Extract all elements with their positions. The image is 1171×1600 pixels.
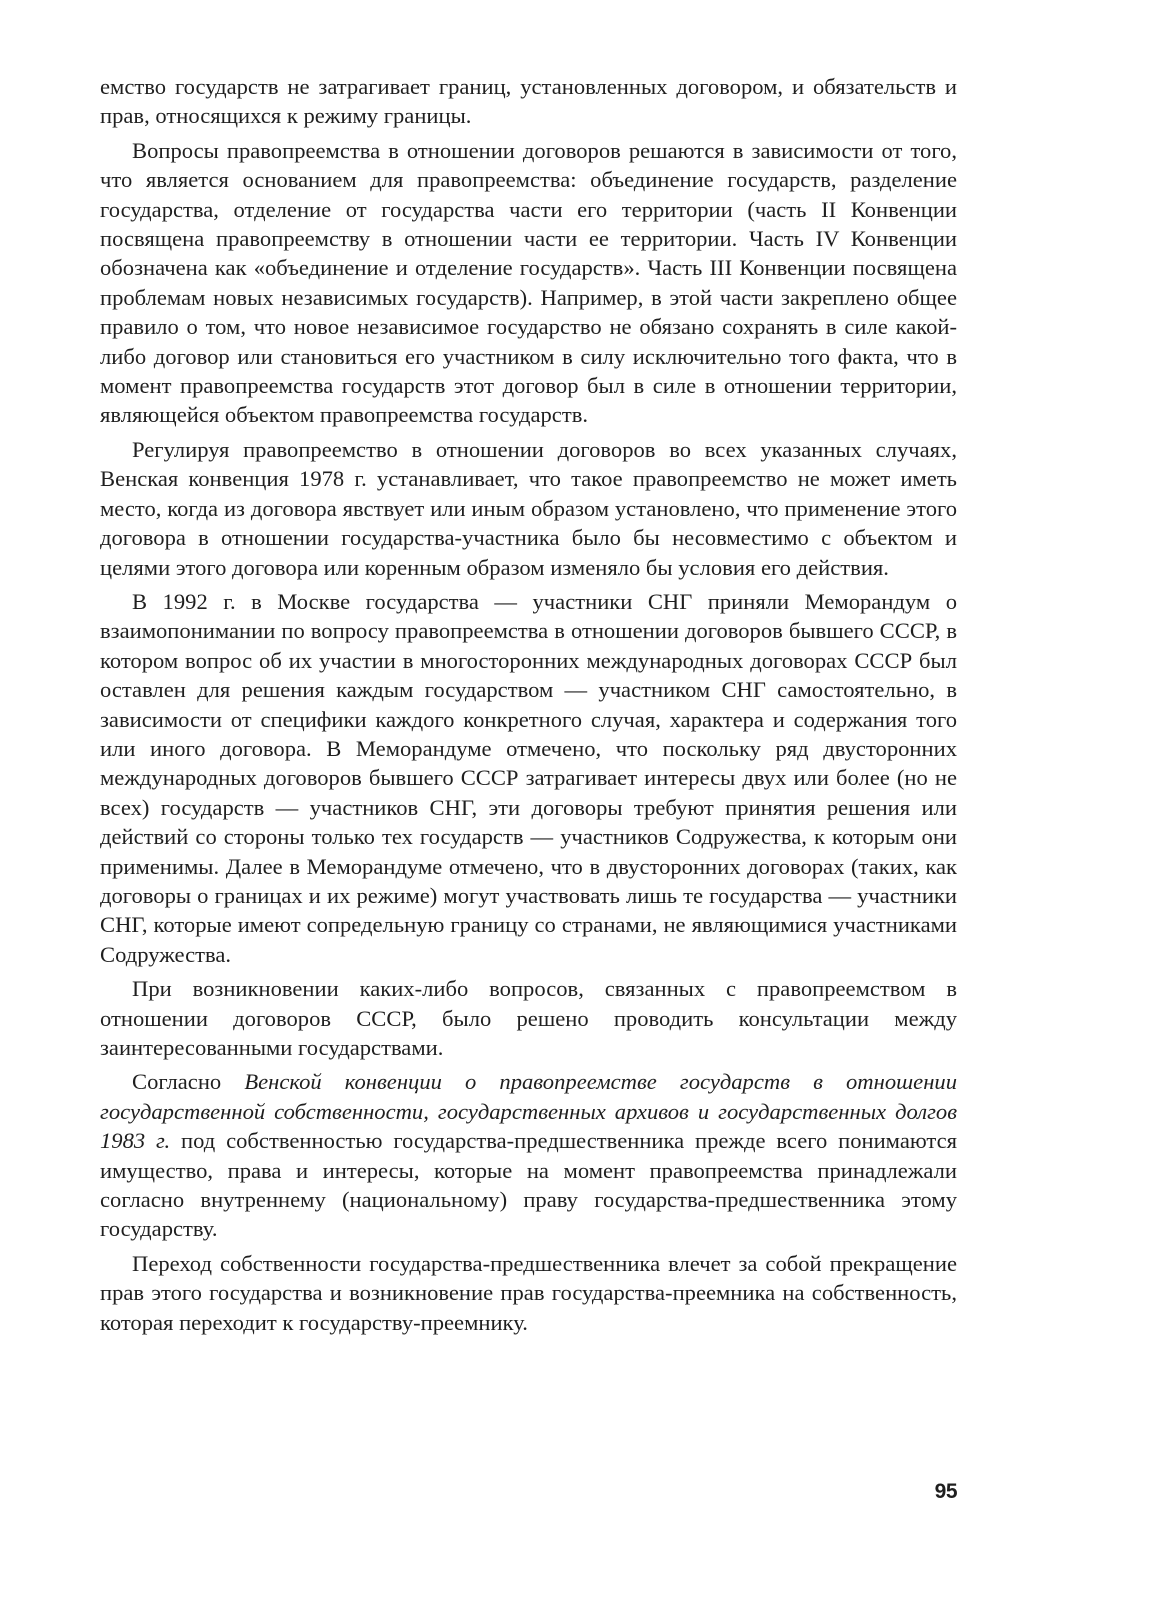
paragraph-consultations: При возникновении каких-либо вопросов, связанных с правопреемством в отношении договоров СССР, было решено проводить консультации между заинтересованными государствами.: [100, 976, 957, 1060]
paragraph-succession-grounds: Вопросы правопреемства в отношении договоров решаются в зависимости от того, что является основанием для правопреемства: объединение государств, разделение государства, отделение от государства части его территории (часть II Конвенции посвящена правопреемству в отношении части ее территории. Часть IV Конвенции обозначена как «объединение и отделение государств». Часть III Конвенции посвящена проблемам новых независимых государств). Например, в этой части закреплено общее правило о том, что новое независимое государство не обязано сохранять в силе какой-либо договор или становиться его участником в силу исключительно того факта, что в момент правопреемства государств этот договор был в силе в отношении территории, являющейся объектом правопреемства государств.: [100, 137, 957, 428]
paragraph-vienna-1983-rest: под собственностью государства-предшественника прежде всего понимаются имущество, права и интересы, которые на момент правопреемства принадлежали согласно внутреннему (национальному) праву государства-предшественника этому государству.: [100, 1128, 957, 1242]
paragraph-vienna-1978: Регулируя правопреемство в отношении договоров во всех указанных случаях, Венская конвенция 1978 г. устанавливает, что такое правопреемство не может иметь место, когда из договора явствует или иным образом установлено, что применение этого договора в отношении государства-участника было бы несовместимо с объектом и целями этого договора или коренным образом изменяло бы условия его действия.: [100, 436, 957, 580]
paragraph-vienna-1983: [100, 1067, 957, 1243]
paragraph-property-transfer: Переход собственности государства-предшественника влечет за собой прекращение прав этого государства и возникновение прав государства-преемника на собственность, которая переходит к государству-преемнику.: [100, 1250, 957, 1335]
paragraph-vienna-1983-lead: Согласно: [132, 1069, 245, 1095]
convention-title-italic: Венской конвенции о правопреемстве государств в отношении государственной собственности, государственных архивов и государственных долгов 1983 г.: [100, 1069, 958, 1154]
page-body-text: [100, 72, 957, 1342]
paragraph-cis-memorandum: В 1992 г. в Москве государства — участники СНГ приняли Меморандум о взаимопонимании по вопросу правопреемства в отношении договоров бывшего СССР, в котором вопрос об их участии в многосторонних международных договорах СССР был оставлен для решения каждым государством — участником СНГ самостоятельно, в зависимости от специфики каждого конкретного случая, характера и содержания того или иного договора. В Меморандуме отмечено, что поскольку ряд двусторонних международных договоров бывшего СССР затрагивает интересы двух или более (но не всех) государств — участников СНГ, эти договоры требуют принятия решения или действий со стороны только тех государств — участников Содружества, к которым они применимы. Далее в Меморандуме отмечено, что в двусторонних договорах (таких, как договоры о границах и их режиме) могут участвовать лишь те государства — участники СНГ, которые имеют сопредельную границу со странами, не являющимися участниками Содружества.: [100, 588, 957, 967]
paragraph-continuation: емство государств не затрагивает границ, установленных договором, и обязательств и прав, относящихся к режиму границы.: [100, 74, 957, 129]
page-number: 95: [934, 1480, 957, 1503]
